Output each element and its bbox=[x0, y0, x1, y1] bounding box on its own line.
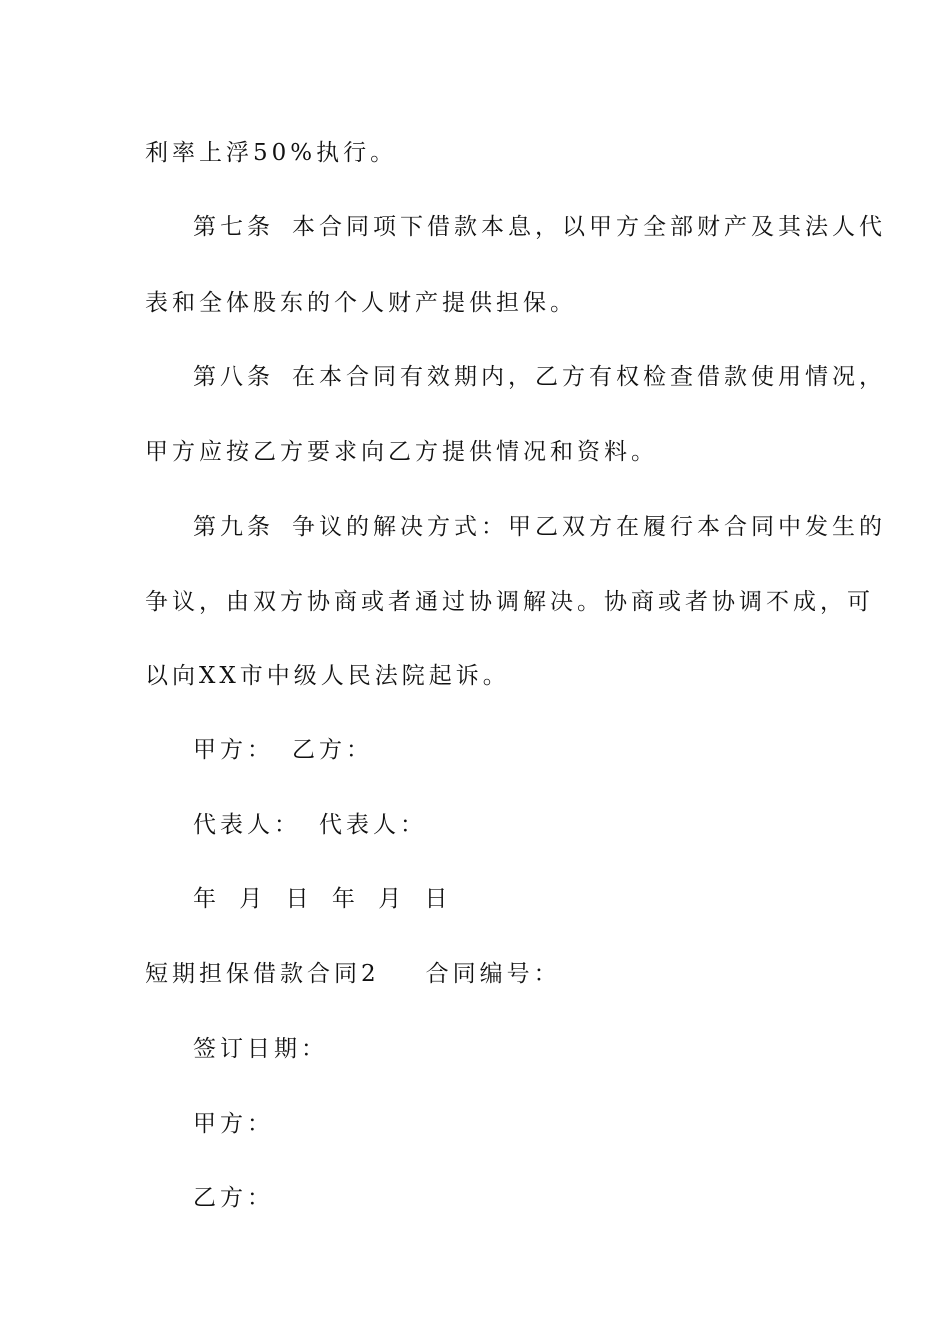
party-b-label: 乙方： bbox=[292, 737, 373, 763]
contract-number-label: 合同编号： bbox=[425, 961, 561, 987]
article-number: 第九条 bbox=[193, 514, 274, 540]
article-number: 第八条 bbox=[193, 364, 274, 390]
party-a-label: 甲方： bbox=[193, 737, 274, 763]
text-span: 争议，由双方协商或者通过协调解决。协商或者协调不成，可 bbox=[145, 589, 874, 615]
representative-b-label: 代表人： bbox=[319, 812, 427, 838]
article-number: 第七条 bbox=[193, 214, 274, 240]
representative-a-label: 代表人： bbox=[193, 812, 301, 838]
article-text: 本合同项下借款本息，以甲方全部财产及其法人代 bbox=[292, 214, 886, 240]
article-text: 在本合同有效期内，乙方有权检查借款使用情况， bbox=[292, 364, 886, 390]
date-placeholder: 年 月 日 年 月 日 bbox=[193, 886, 452, 912]
sign-date-line bbox=[193, 1034, 328, 1064]
sign-date-label: 签订日期： bbox=[193, 1036, 328, 1062]
party-a-line bbox=[193, 1109, 274, 1139]
text-line bbox=[145, 138, 397, 168]
text-span: 表和全体股东的个人财产提供担保。 bbox=[145, 290, 577, 316]
party-a-label: 甲方： bbox=[193, 1111, 274, 1137]
article-7 bbox=[193, 212, 886, 242]
text-line bbox=[145, 587, 874, 617]
article-text: 争议的解决方式：甲乙双方在履行本合同中发生的 bbox=[292, 514, 886, 540]
text-line bbox=[145, 288, 577, 318]
representative-line bbox=[193, 810, 427, 840]
party-b-label: 乙方： bbox=[193, 1185, 274, 1211]
date-line bbox=[193, 884, 452, 914]
party-b-line bbox=[193, 1183, 274, 1213]
text-span: 甲方应按乙方要求向乙方提供情况和资料。 bbox=[145, 439, 658, 465]
text-span: 利率上浮50%执行。 bbox=[145, 140, 398, 166]
text-span: 以向XX市中级人民法院起诉。 bbox=[145, 663, 510, 689]
text-line bbox=[145, 661, 510, 691]
party-line bbox=[193, 735, 373, 765]
article-9 bbox=[193, 512, 886, 542]
article-8 bbox=[193, 362, 886, 392]
contract-title: 短期担保借款合同2 bbox=[145, 961, 380, 987]
text-line bbox=[145, 437, 658, 467]
contract-heading-line bbox=[145, 959, 561, 989]
